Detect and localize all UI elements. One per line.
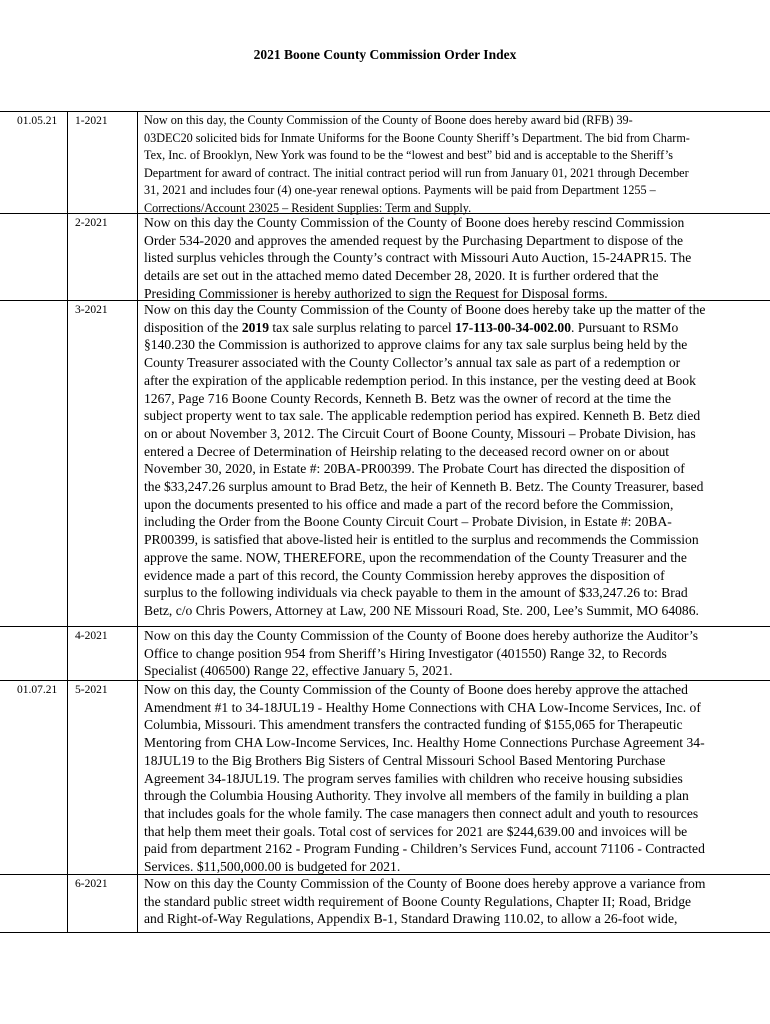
order-text	[144, 627, 768, 680]
column-divider	[137, 214, 138, 300]
order-text-line: Columbia, Missouri. This amendment transfers the contracted funding of $155,065 for Therapeutic	[144, 717, 683, 733]
order-text-line: Services. $11,500,000.00 is budgeted for 2021.	[144, 859, 401, 875]
order-date: 01.07.21	[17, 684, 58, 696]
order-text-line: Tex, Inc. of Brooklyn, New York was found to be the “lowest and best” bid and is acceptable to the Sheriff’s	[144, 148, 673, 162]
order-text	[144, 875, 768, 928]
order-row	[0, 875, 770, 933]
order-text	[144, 681, 768, 876]
column-divider	[67, 112, 68, 213]
column-divider	[67, 627, 68, 680]
order-text-line: Betz, c/o Chris Powers, Attorney at Law, 200 NE Missouri Road, Ste. 200, Lee’s Summit, MO 64086.	[144, 602, 699, 618]
order-text-line: paid from department 2162 - Program Funding - Children’s Services Fund, account 71106 - Contracted	[144, 841, 705, 857]
order-text-line: Department for award of contract. The initial contract period will run from January 01, 2021 through December	[144, 165, 689, 180]
order-text-line: listed surplus vehicles through the County’s contract with Missouri Auto Auction, 15-24APR15. The	[144, 250, 692, 266]
order-text-line: entered a Decree of Determination of Heirship relating to the deceased record owner on or about	[144, 443, 670, 459]
order-text-line: County Treasurer associated with the County Collector’s annual tax sale as part of a redemption or	[144, 355, 681, 371]
order-text-line: and Right-of-Way Regulations, Appendix B-1, Standard Drawing 110.02, to allow a 26-foot wide,	[144, 911, 678, 927]
order-text-line: 1267, Page 716 Boone County Records, Kenneth B. Betz was the owner of record at the time the	[144, 390, 672, 406]
order-text-line: Order 534-2020 and approves the amended request by the Purchasing Department to dispose of the	[144, 232, 684, 248]
page-title: 2021 Boone County Commission Order Index	[253, 47, 517, 62]
order-text-line: Amendment #1 to 34-18JUL19 - Healthy Home Connections with CHA Low-Income Services, Inc. of	[144, 699, 701, 715]
order-text-line: that includes goals for the whole family. The case managers then connect adult and youth to resources	[144, 805, 699, 821]
order-text-line: Office to change position 954 from Sheriff’s Hiring Investigator (401550) Range 32, to Records	[144, 645, 667, 661]
column-divider	[137, 681, 138, 874]
order-text-line: §140.230 the Commission is authorized to approve claims for any tax sale surplus being held by the	[144, 337, 688, 353]
order-text-line: the standard public street width requirement of Boone County Regulations, Chapter II; Road, Bridge	[144, 893, 692, 909]
order-row	[0, 112, 770, 214]
order-text-line: after the expiration of the applicable redemption period. In this instance, per the vesting deed at Book	[144, 372, 696, 388]
order-number: 4-2021	[75, 630, 108, 642]
order-text-line: 31, 2021 and includes four (4) one-year renewal options. Payments will be paid from Department 1255 –	[144, 183, 656, 197]
order-row	[0, 681, 770, 875]
order-text-line: through the Columbia Housing Authority. They involve all members of the family in building a plan	[144, 788, 689, 804]
order-number: 1-2021	[75, 115, 108, 127]
order-number: 5-2021	[75, 684, 108, 696]
order-text-line: PR00399, is satisfied that above-listed heir is entitled to the surplus and recommends the Commission	[144, 532, 699, 548]
order-text-line: subject property went to tax sale. The applicable redemption period has expired. Kenneth B. Betz died	[144, 408, 701, 424]
order-text	[144, 112, 768, 217]
order-text-line: Specialist (406500) Range 22, effective January 5, 2021.	[144, 663, 453, 679]
order-text-line: that help them meet their goals. Total cost of services for 2021 are $244,639.00 and invoices will be	[144, 823, 688, 839]
order-text-line: Corrections/Account 23025 – Resident Supplies: Term and Supply.	[144, 200, 472, 215]
order-text-line: Mentoring from CHA Low-Income Services, Inc. Healthy Home Connections Purchase Agreement 34-	[144, 735, 705, 751]
order-text-line: including the Order from the Boone County Circuit Court – Probate Division, in Estate #: 20BA-	[144, 514, 672, 530]
order-text-line: Now on this day, the County Commission of the County of Boone does hereby award bid (RFB) 39-	[144, 113, 633, 127]
order-row	[0, 301, 770, 627]
order-text	[144, 214, 768, 303]
order-number: 3-2021	[75, 304, 108, 316]
column-divider	[137, 875, 138, 932]
order-text-line: Now on this day the County Commission of the County of Boone does hereby authorize the Auditor’s	[144, 628, 699, 643]
order-text-line: upon the documents presented to his office and made a part of the record before the Commission,	[144, 496, 674, 512]
order-text-line: Now on this day, the County Commission of the County of Boone does hereby approve the attached	[144, 682, 688, 697]
order-text-line: evidence made a part of this record, the County Commission hereby approves the disposition of	[144, 567, 665, 583]
order-index-table	[0, 111, 770, 933]
order-text-line: Agreement 34-18JUL19. The program serves families with children who receive housing subsidies	[144, 770, 683, 786]
order-number: 6-2021	[75, 878, 108, 890]
order-text-line: the $33,247.26 surplus amount to Brad Betz, the heir of Kenneth B. Betz. The County Treasurer, based	[144, 479, 704, 495]
column-divider	[137, 627, 138, 680]
order-text	[144, 301, 768, 620]
order-text-line: Now on this day the County Commission of the County of Boone does hereby approve a variance from	[144, 876, 706, 891]
order-row	[0, 214, 770, 301]
column-divider	[67, 681, 68, 874]
order-text-line: 03DEC20 solicited bids for Inmate Uniforms for the Boone County Sheriff’s Department. The bid from Charm-	[144, 130, 690, 145]
column-divider	[67, 875, 68, 932]
column-divider	[137, 112, 138, 213]
order-text-line: Now on this day the County Commission of the County of Boone does hereby take up the matter of the	[144, 302, 706, 317]
order-text-line: on or about November 3, 2012. The Circuit Court of Boone County, Missouri – Probate Division, has	[144, 425, 696, 441]
order-text-line: Now on this day the County Commission of the County of Boone does hereby rescind Commission	[144, 215, 685, 230]
order-text-line: November 30, 2020, in Estate #: 20BA-PR00399. The Probate Court has directed the disposition of	[144, 461, 685, 477]
order-row	[0, 627, 770, 681]
order-text-line: disposition of the 2019 tax sale surplus relating to parcel 17-113-00-34-002.00. Pursuant to RSMo	[144, 319, 679, 335]
order-text-line: 18JUL19 to the Big Brothers Big Sisters of Central Missouri School Based Mentoring Purchase	[144, 752, 666, 768]
order-text-line: approve the same. NOW, THEREFORE, upon the recommendation of the County Treasurer and the	[144, 549, 687, 565]
order-date: 01.05.21	[17, 115, 58, 127]
order-number: 2-2021	[75, 217, 108, 229]
order-text-line: surplus to the following individuals via check payable to them in the amount of $33,247.26 to: Brad	[144, 585, 688, 601]
column-divider	[67, 301, 68, 626]
order-text-line: Presiding Commissioner is hereby authorized to sign the Request for Disposal forms.	[144, 285, 608, 301]
column-divider	[137, 301, 138, 626]
column-divider	[67, 214, 68, 300]
order-text-line: details are set out in the attached memo dated December 28, 2020. It is further ordered that the	[144, 268, 659, 284]
